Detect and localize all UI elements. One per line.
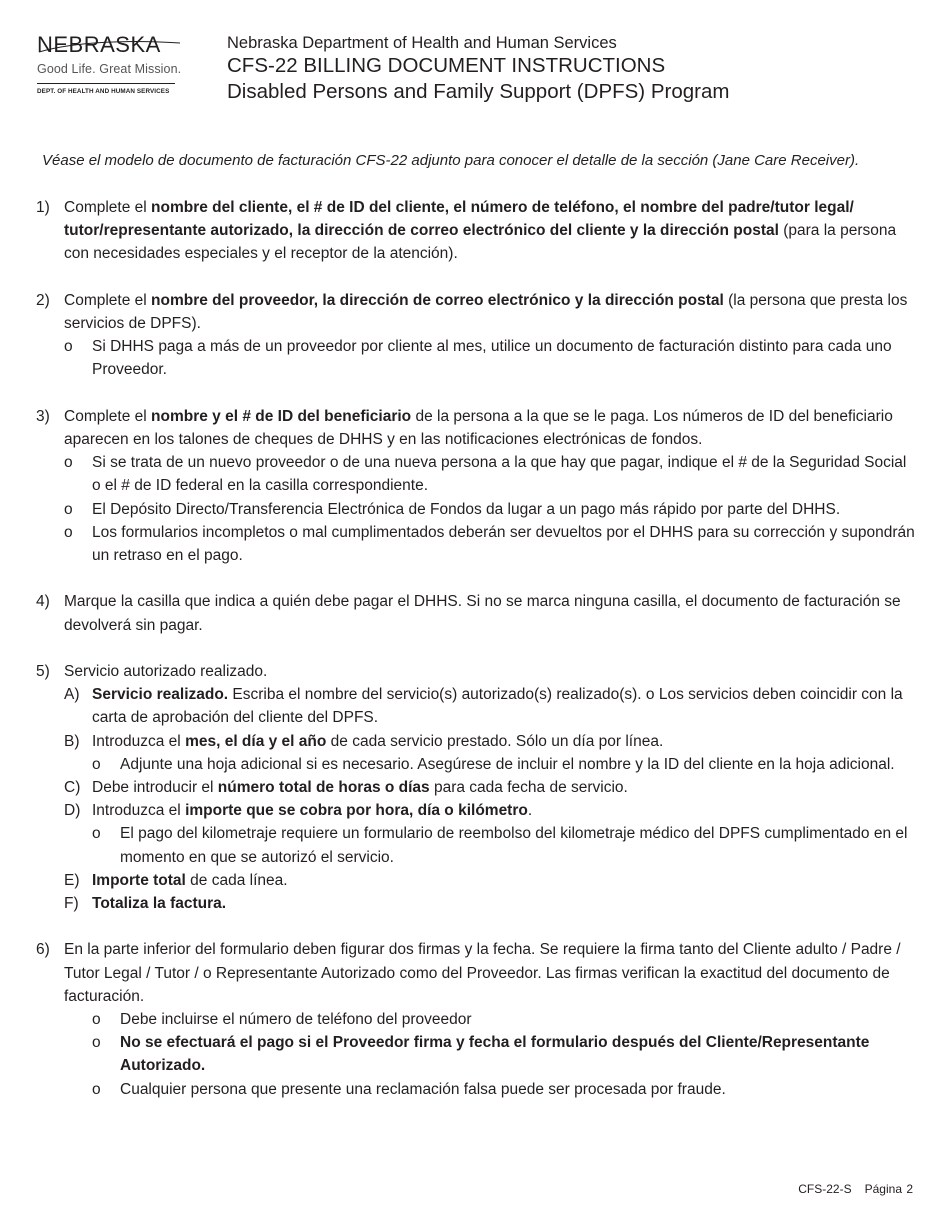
sub-bullet: o El Depósito Directo/Transferencia Electrónica de Fondos da lugar a un pago más rápido por parte del DHHS. bbox=[64, 500, 841, 518]
instruction-item bbox=[36, 660, 918, 915]
sub-step: D) Introduzca el importe que se cobra por hora, día o kilómetro. o El pago del kilometraje requiere un formulario de reembolso del kilometraje médico del DPFS cumplimentado en el momento en que se autorizó el servicio. bbox=[64, 799, 918, 869]
sub-step: A) Servicio realizado. Escriba el nombre del servicio(s) autorizado(s) realizado(s). o Los servicios deben coincidir con la carta de aprobación del cliente del DPFS. bbox=[64, 686, 903, 727]
logo-divider bbox=[37, 83, 175, 84]
sub-bullet: o El pago del kilometraje requiere un formulario de reembolso del kilometraje médico del DPFS cumplimentado en el momento en que se autorizó el servicio. bbox=[92, 825, 908, 866]
item-content: Servicio autorizado realizado. A) Servicio realizado. Escriba el nombre del servicio(s) autorizado(s) realizado(s). o Los servicios deben coincidir con la carta de aprobación del cliente del DPFS. B) Introduzca el mes, el día y el año de cada servicio prestado. Sólo un día por línea. o Adjunte una hoja adicional si es necesario. Asegúrese de incluir el nombre y la ID del cliente en la hoja adicional. C) Debe introducir el número total de horas o días para cada fecha de servicio. D) Introduzca el importe que se cobra por hora, día o kilómetro. o El pago del kilometraje requiere un formulario de reembolso del kilometraje médico del DPFS cumplimentado en el momento en que se autorizó el servicio. E) Importe total de cada línea. F) Totaliza la factura. bbox=[64, 660, 918, 915]
logo-wordmark: NEBRASKA bbox=[37, 32, 161, 57]
program-name: Disabled Persons and Family Support (DPFS) Program bbox=[227, 80, 730, 103]
instruction-item bbox=[36, 196, 918, 266]
sub-bullet: o Adjunte una hoja adicional si es necesario. Asegúrese de incluir el nombre y la ID del cliente en la hoja adicional. bbox=[92, 755, 895, 773]
item-number: 2) bbox=[36, 291, 50, 309]
logo-tagline: Good Life. Great Mission. bbox=[37, 62, 182, 76]
page-footer bbox=[798, 1182, 913, 1196]
logo-swoosh-icon bbox=[37, 32, 183, 59]
sub-bullet: o Debe incluirse el número de teléfono del proveedor bbox=[92, 1011, 472, 1029]
instruction-item bbox=[36, 938, 918, 1100]
item-content: Complete el nombre del proveedor, la dirección de correo electrónico y la dirección postal (la persona que presta los servicios de DPFS). o Si DHHS paga a más de un proveedor por cliente al mes, utilice un documento de facturación distinto para cada uno Proveedor. bbox=[64, 289, 918, 382]
item-content: Complete el nombre del cliente, el # de ID del cliente, el número de teléfono, el nombre del padre/tutor legal/ tutor/representante autorizado, la dirección de correo electrónico del cliente y la dirección postal (para la persona con necesidades especiales y el receptor de la atención). bbox=[64, 199, 897, 263]
sub-bullet: o Si se trata de un nuevo proveedor o de una nueva persona a la que hay que pagar, indique el # de la Seguridad Social o el # de ID federal en la casilla correspondiente. bbox=[64, 454, 907, 495]
item-content: En la parte inferior del formulario deben figurar dos firmas y la fecha. Se requiere la firma tanto del Cliente adulto / Padre / Tutor Legal / Tutor / o Representante Autorizado como del Proveedor. Las firmas verifican la exactitud del documento de facturación. o Debe incluirse el número de teléfono del proveedor o No se efectuará el pago si el Proveedor firma y fecha el formulario después del Cliente/Representante Autorizado. o Cualquier persona que presente una reclamación falsa puede ser procesada por fraude. bbox=[64, 938, 918, 1100]
sub-bullet: o Si DHHS paga a más de un proveedor por cliente al mes, utilice un documento de facturación distinto para cada uno Proveedor. bbox=[64, 338, 892, 379]
instruction-item bbox=[36, 405, 918, 567]
item-number: 3) bbox=[36, 407, 50, 425]
instruction-item bbox=[36, 590, 918, 636]
intro-note: Véase el modelo de documento de facturación CFS-22 adjunto para conocer el detalle de la sección (Jane Care Receiver). bbox=[42, 152, 860, 169]
document-title: CFS-22 BILLING DOCUMENT INSTRUCTIONS bbox=[227, 54, 666, 77]
sub-bullet: o No se efectuará el pago si el Proveedor firma y fecha el formulario después del Cliente/Representante Autorizado. bbox=[92, 1034, 870, 1075]
sub-step: B) Introduzca el mes, el día y el año de cada servicio prestado. Sólo un día por línea. o Adjunte una hoja adicional si es necesario. Asegúrese de incluir el nombre y la ID del cliente en la hoja adicional. bbox=[64, 730, 918, 776]
instructions-list bbox=[36, 196, 918, 1101]
item-content: Marque la casilla que indica a quién debe pagar el DHHS. Si no se marca ninguna casilla, el documento de facturación se devolverá sin pagar. bbox=[64, 593, 901, 634]
agency-name: Nebraska Department of Health and Human Services bbox=[227, 34, 617, 52]
sub-step: F) Totaliza la factura. bbox=[64, 895, 227, 913]
form-number: CFS-22-S bbox=[798, 1182, 852, 1196]
sub-bullet: o Los formularios incompletos o mal cumplimentados deberán ser devueltos por el DHHS para su corrección y supondrán un retraso en el pago. bbox=[64, 523, 915, 565]
item-content: Complete el nombre y el # de ID del beneficiario de la persona a la que se le paga. Los números de ID del beneficiario aparecen en los talones de cheques de DHHS y en las notificaciones electrónicas de fondos. o Si se trata de un nuevo proveedor o de una nueva persona a la que hay que pagar, indique el # de la Seguridad Social o el # de ID federal en la casilla correspondiente. o El Depósito Directo/Transferencia Electrónica de Fondos da lugar a un pago más rápido por parte del DHHS. o Los formularios incompletos o mal cumplimentados deberán ser devueltos por el DHHS para su corrección y supondrán un retraso en el pago. bbox=[64, 405, 918, 567]
document-header bbox=[227, 33, 729, 105]
item-number: 1) bbox=[36, 199, 50, 216]
sub-step: E) Importe total de cada línea. bbox=[64, 871, 288, 889]
logo-dept: DEPT. OF HEALTH AND HUMAN SERVICES bbox=[37, 88, 170, 95]
sub-step: C) Debe introducir el número total de horas o días para cada fecha de servicio. bbox=[64, 779, 628, 797]
nebraska-dhhs-logo bbox=[37, 33, 183, 95]
item-number: 6) bbox=[36, 941, 50, 959]
item-number: 5) bbox=[36, 663, 50, 680]
page-number: Página 2 bbox=[864, 1182, 913, 1196]
item-number: 4) bbox=[36, 593, 50, 611]
sub-bullet: o Cualquier persona que presente una reclamación falsa puede ser procesada por fraude. bbox=[92, 1080, 726, 1098]
instruction-item bbox=[36, 289, 918, 382]
